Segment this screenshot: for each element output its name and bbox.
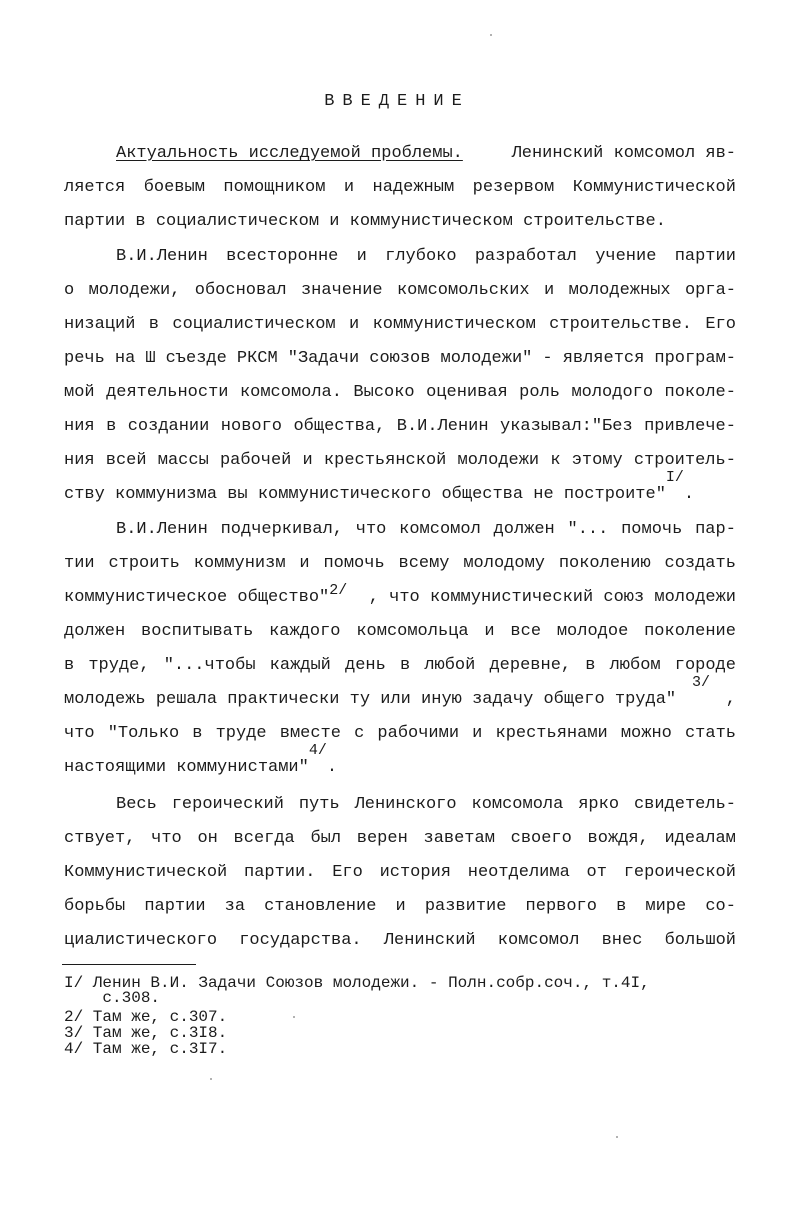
word: в	[106, 417, 117, 436]
text-line	[64, 890, 736, 924]
text-line	[64, 742, 736, 785]
word: с	[354, 724, 365, 743]
word: крестьянской	[323, 451, 447, 470]
footnote-ref: 2/	[329, 582, 348, 599]
word: В.И.Ленин	[116, 520, 208, 539]
word: боевым	[143, 178, 205, 197]
word: союзов	[369, 349, 431, 368]
word: партии.	[244, 863, 316, 882]
word: Его	[705, 315, 736, 334]
word: что	[151, 829, 182, 848]
word: всему	[398, 554, 450, 573]
word: партии	[144, 897, 206, 916]
word: к	[550, 451, 561, 470]
word: всегда	[233, 829, 295, 848]
word: молодежных	[568, 281, 671, 300]
word: в	[585, 656, 596, 675]
word: молодежи	[457, 451, 540, 470]
word: молодежи"	[440, 349, 533, 368]
word: поколе-	[664, 383, 736, 402]
word: "Задачи	[287, 349, 360, 368]
page-title: ВВЕДЕНИЕ	[324, 92, 470, 111]
text-span: .	[326, 758, 338, 777]
word: создать	[664, 554, 736, 573]
word: и	[343, 178, 355, 197]
word: строитель-	[633, 451, 736, 470]
word: он	[197, 829, 218, 848]
word: внес	[601, 931, 643, 950]
word: ния	[64, 451, 95, 470]
scan-speck	[616, 1136, 618, 1138]
word: резервом	[472, 178, 555, 197]
word: становление	[264, 897, 377, 916]
word: этому	[571, 451, 623, 470]
text-line	[64, 856, 736, 890]
word: обосновал	[194, 281, 287, 300]
word: первого	[525, 897, 597, 916]
word: Ленинский	[383, 931, 476, 950]
word: за	[224, 897, 246, 916]
word: заветам	[423, 829, 495, 848]
word: рабочей	[219, 451, 292, 470]
word: должен	[64, 622, 126, 641]
scan-speck	[210, 1078, 212, 1080]
word: развитие	[424, 897, 507, 916]
word: в	[192, 724, 203, 743]
word: мой	[64, 383, 95, 402]
word: помощником	[223, 178, 326, 197]
word: деятельности	[106, 383, 229, 402]
text-line	[64, 513, 736, 547]
text-line	[64, 717, 736, 751]
word: ствует,	[64, 829, 136, 848]
text-line	[64, 410, 736, 444]
text-line	[64, 240, 736, 274]
word: и	[472, 724, 483, 743]
word: труде	[215, 724, 267, 743]
word: Коммунистической	[64, 863, 228, 882]
text-line	[64, 788, 736, 822]
text-line	[64, 376, 736, 410]
word: крестьянами	[495, 724, 608, 743]
word: в	[148, 315, 159, 334]
footnote: 3/ Там же, с.3I8.	[64, 1024, 228, 1042]
word: любом	[609, 656, 661, 675]
text-line	[64, 581, 736, 615]
text-line	[64, 674, 736, 717]
word: "Только	[107, 724, 180, 743]
word: идеалам	[664, 829, 736, 848]
word: низаций	[64, 315, 136, 334]
word: комсомольца	[356, 622, 469, 641]
word: героический	[171, 795, 284, 814]
word: каждого	[269, 622, 341, 641]
word: свидетель-	[633, 795, 736, 814]
word: был	[310, 829, 342, 848]
word: ярко	[578, 795, 620, 814]
word: съезде	[165, 349, 227, 368]
text-line	[64, 615, 736, 649]
word: должен	[493, 520, 555, 539]
word: указывал:"Без	[500, 417, 633, 436]
word: "...чтобы	[163, 656, 256, 675]
text-span: .	[683, 485, 695, 504]
word: молодого	[571, 383, 654, 402]
word: и	[348, 315, 360, 334]
word: в	[399, 656, 411, 675]
word: комсомольских	[396, 281, 530, 300]
word: от	[586, 863, 607, 882]
word: молодежи,	[88, 281, 181, 300]
footnote-ref: 4/	[308, 742, 327, 759]
footnote-ref: I/	[665, 469, 684, 486]
word: большой	[664, 931, 736, 950]
section-heading: Актуальность исследуемой проблемы.	[116, 144, 463, 163]
text-span: молодежь решала практически ту или иную задачу общего труда"	[64, 690, 677, 709]
word: городе	[674, 656, 736, 675]
word: верен	[356, 829, 408, 848]
word: неотделима	[467, 863, 570, 882]
word: день	[345, 656, 386, 675]
word: коммунизм	[193, 554, 286, 573]
text-line	[64, 342, 736, 376]
word: в	[616, 897, 627, 916]
word: деревне,	[489, 656, 572, 675]
text-line	[64, 171, 736, 205]
word: все	[510, 622, 542, 641]
text-line	[64, 547, 736, 581]
footnote: с.308.	[64, 989, 161, 1007]
word: борьбы	[64, 897, 126, 916]
word: роль	[519, 383, 560, 402]
word: и	[299, 554, 310, 573]
word: мире	[645, 897, 687, 916]
word: что	[355, 520, 387, 539]
text-line	[64, 822, 736, 856]
word: комсомола.	[239, 383, 342, 402]
scan-speck	[490, 34, 492, 36]
word: -	[542, 349, 553, 368]
word: строительстве.	[549, 315, 692, 334]
word: и	[543, 281, 555, 300]
word: Коммунистической	[572, 178, 736, 197]
footnote-divider	[62, 964, 196, 965]
word: общества,	[293, 417, 386, 436]
word: "...	[567, 520, 609, 539]
footnote: I/ Ленин В.И. Задачи Союзов молодежи. - Полн.собр.соч., т.4I,	[64, 974, 650, 992]
word: значение	[300, 281, 383, 300]
word: путь	[298, 795, 340, 814]
word: и	[395, 897, 406, 916]
text-line	[64, 469, 736, 512]
word: ляется	[64, 178, 126, 197]
word: любой	[424, 656, 476, 675]
word: оценивая	[426, 383, 508, 402]
text-span: настоящими коммунистами"	[64, 758, 309, 777]
word: В.И.Ленин	[116, 247, 208, 266]
word: Высоко	[353, 383, 415, 402]
word: подчеркивал,	[220, 520, 344, 539]
word: надежным	[372, 178, 455, 197]
scan-speck	[293, 1016, 295, 1018]
word: В.И.Ленин	[396, 417, 489, 436]
text-span: ,	[725, 690, 736, 709]
word: глубоко	[385, 247, 457, 266]
text-line	[64, 649, 736, 683]
word: Ш	[145, 349, 156, 368]
word: поколению	[558, 554, 651, 573]
text-line	[64, 308, 736, 342]
text-line	[64, 137, 736, 171]
footnote: 4/ Там же, с.3I7.	[64, 1040, 228, 1058]
word: социалистическом	[172, 315, 336, 334]
word: стать	[684, 724, 736, 743]
word: всесторонне	[226, 247, 339, 266]
word: можно	[620, 724, 672, 743]
word: молодому	[463, 554, 545, 573]
word: РКСМ	[236, 349, 278, 368]
word: со-	[705, 897, 736, 916]
word: орга-	[684, 281, 736, 300]
word: вождя,	[587, 829, 649, 848]
word: програм-	[654, 349, 736, 368]
word: привлече-	[644, 417, 736, 436]
word: комсомол	[399, 520, 481, 539]
word: на	[114, 349, 136, 368]
footnote-ref: 3/	[691, 674, 710, 691]
word: поколение	[644, 622, 736, 641]
word: Его	[332, 863, 363, 882]
word: вместе	[279, 724, 341, 743]
text-span: ству коммунизма вы коммунистического общества не построите"	[64, 485, 666, 504]
word: создании	[127, 417, 210, 436]
word: и	[484, 622, 495, 641]
word: история	[379, 863, 451, 882]
word: героической	[623, 863, 736, 882]
word: воспитывать	[141, 622, 254, 641]
text-span: Ленинский комсомол яв-	[511, 144, 736, 163]
word: учение	[595, 247, 657, 266]
word: комсомола	[471, 795, 564, 814]
text-span: , что коммунистический союз молодежи	[368, 588, 736, 607]
footnote: 2/ Там же, с.307.	[64, 1008, 228, 1026]
text-line	[64, 444, 736, 478]
word: массы	[157, 451, 209, 470]
word: нового	[220, 417, 283, 436]
word: Весь	[116, 795, 157, 814]
word: всей	[105, 451, 147, 470]
word: своего	[510, 829, 572, 848]
word: ния	[64, 417, 95, 436]
word: партии	[674, 247, 736, 266]
word: и	[356, 247, 367, 266]
word: и	[302, 451, 313, 470]
word: рабочими	[377, 724, 460, 743]
word: что	[64, 724, 95, 743]
word: пар-	[695, 520, 736, 539]
word: речь	[64, 349, 105, 368]
text-span: коммунистическое общество"$^{2/}$	[64, 582, 348, 607]
word: комсомол	[497, 931, 580, 950]
word: Ленинского	[354, 795, 457, 814]
word: молодое	[556, 622, 629, 641]
word: является	[562, 349, 645, 368]
word: коммунистическом	[372, 315, 536, 334]
word: разработал	[474, 247, 577, 266]
word: строить	[108, 554, 180, 573]
word: труде,	[88, 656, 150, 675]
word: помочь	[621, 520, 683, 539]
text-line	[64, 924, 736, 958]
text-line	[64, 274, 736, 308]
word: в	[64, 656, 75, 675]
word: помочь	[323, 554, 385, 573]
word: о	[64, 281, 75, 300]
word: государства.	[239, 931, 362, 950]
word: циалистического	[64, 931, 218, 950]
word: тии	[64, 554, 95, 573]
text-line: партии в социалистическом и коммунистическом строительстве.	[64, 212, 666, 231]
word: каждый	[269, 656, 331, 675]
